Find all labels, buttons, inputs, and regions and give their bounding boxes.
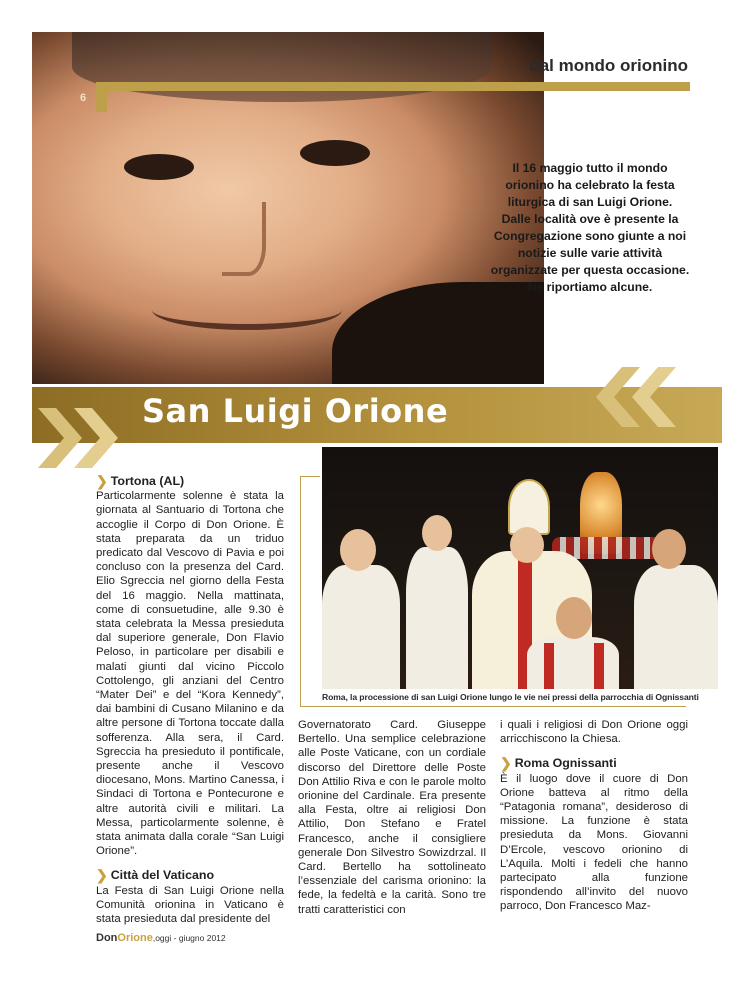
intro-line: Ne riportiamo alcune. xyxy=(527,280,653,294)
header-rule xyxy=(96,82,690,91)
altar-boy-head xyxy=(652,529,686,569)
intro-line: orionino ha celebrato la festa xyxy=(505,178,675,192)
boy-stole xyxy=(544,643,554,689)
page-title: San Luigi Orione xyxy=(142,392,449,430)
intro-line: liturgica di san Luigi Orione. xyxy=(507,195,673,209)
portrait-shoulder xyxy=(332,282,544,384)
page-number-tab xyxy=(96,82,107,112)
altar-boy-robe xyxy=(634,565,718,689)
priest-head xyxy=(422,515,452,551)
intro-line: notizie sulle varie attività xyxy=(517,246,663,260)
article-column-1 xyxy=(96,474,284,926)
caption-rule xyxy=(300,476,320,477)
heading-text: Roma Ognissanti xyxy=(514,756,617,771)
portrait-mouth xyxy=(152,290,342,330)
article-body: È il luogo dove il cuore di Don Orione batteva al ritmo della “Patagonia romana”, desideroso di missione. La funzione è stata presieduta da Mons. Giovanni D’Ercole, vescovo orionino di L’Aquila. Molti i fedeli che hanno partecipato alla funzione rispondendo all’invito del nuovo parroco, Don Francesco Maz- xyxy=(500,772,688,913)
intro-text xyxy=(480,160,700,296)
article-body: i quali i religiosi di Don Orione oggi arricchiscono la Chiesa. xyxy=(500,719,688,746)
article-column-2 xyxy=(298,718,486,917)
footer-brand-accent: Orione xyxy=(117,932,153,944)
boy-stole xyxy=(594,643,604,689)
chevron-right-icon: ❯ xyxy=(96,473,108,489)
article-heading-roma xyxy=(500,756,688,770)
heading-text: Città del Vaticano xyxy=(110,868,215,883)
article-body: Particolarmente solenne è stata la giornata al Santuario di Tortona che accoglie il Corpo di Don Orione. È stata preparata da un triduo predicato dal Vescovo di Pavia e poi concluso con la presenza del Card. Elio Sgreccia nel giorno della Festa del 16 maggio. Nella mattinata, come di consuetudine, alle 9.30 è stata celebrata la Messa presieduta dal superiore generale, Don Flavio Peloso, in particolare per disabili e malati giunti dal vicino Piccolo Cottolengo, gli anziani del Centro “Mater Dei” e del “Kora Kennedy”, dai bambini di Cusano Milanino e da altre persone di Tortona toccate dalla sofferenza. Alla sera, il Card. Sgreccia ha presieduto il pontificale, presente anche il Vescovo diocesano, Mons. Martino Canessa, i Sindaci di Tortona e Pontecurone e altre autorità civili e militari. La Messa, particolarmente solenne, è stata animata dalla corale “San Luigi Orione”. xyxy=(96,490,284,858)
footer-issue: ,oggi - giugno 2012 xyxy=(152,933,226,943)
article-heading-tortona xyxy=(96,474,284,488)
portrait-hair xyxy=(72,32,492,102)
heading-text: Tortona (AL) xyxy=(110,474,185,488)
chevron-right-icon: ❯ xyxy=(96,867,108,884)
boy-head xyxy=(556,597,592,639)
footer xyxy=(96,932,226,944)
chevron-decoration-right-icon xyxy=(596,367,696,427)
article-body: Governatorato Card. Giuseppe Bertello. Una semplice celebrazione alle Poste Vaticane, con un cordiale discorso del Direttore delle Poste Don Attilio Riva e con le parole molto orionine del Cardinale. Era presente alla Festa, oltre ai religiosi Don Attilio, Don Stefano e Fratel Francesco, anche il consigliere generale Don Silvestro Sowizdrzal. Il Card. Bertello ha sottolineato l’essenziale del carisma orionino: la fede, la fedeltà e la carità. Sono tre tratti caratteristici con xyxy=(298,719,486,916)
intro-line: Dalle località ove è presente la xyxy=(501,212,679,226)
section-heading: dal mondo orionino xyxy=(529,56,688,75)
chevron-right-icon: ❯ xyxy=(500,755,512,772)
procession-photo xyxy=(322,447,718,689)
caption-rule xyxy=(300,706,686,707)
portrait-eye-left xyxy=(124,154,194,180)
page-number: 6 xyxy=(80,92,87,104)
article-heading-vaticano xyxy=(96,868,284,882)
article-column-3 xyxy=(500,718,688,914)
priest-head xyxy=(340,529,376,571)
portrait-eye-right xyxy=(300,140,370,166)
portrait-nose xyxy=(222,202,266,276)
intro-line: organizzate per questa occasione. xyxy=(490,263,690,277)
intro-line: Congregazione sono giunte a noi xyxy=(493,229,687,243)
boy-robe xyxy=(527,637,619,689)
footer-brand: Don xyxy=(96,932,118,944)
cardinal-head xyxy=(510,527,544,563)
priest-robe xyxy=(406,547,468,689)
priest-robe xyxy=(322,565,400,689)
caption-rule xyxy=(300,476,301,706)
article-body: La Festa di San Luigi Orione nella Comunità orionina in Vaticano è stata presieduta dal presidente del xyxy=(96,884,284,926)
intro-line: Il 16 maggio tutto il mondo xyxy=(512,161,668,175)
chevron-decoration-left-icon xyxy=(38,408,138,468)
photo-caption: Roma, la processione di san Luigi Orione lungo le vie nei pressi della parrocchia di Ognissanti xyxy=(322,692,699,702)
